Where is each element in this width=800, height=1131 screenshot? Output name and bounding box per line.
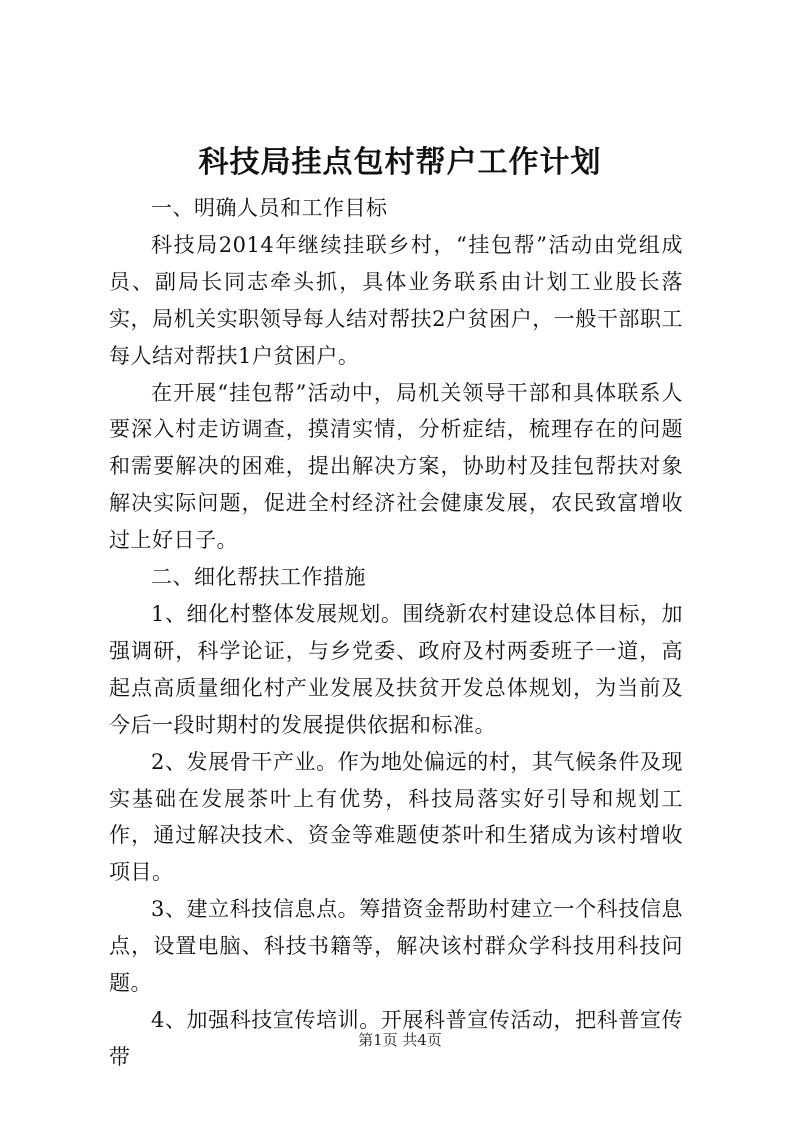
- page-footer: 第1页 共4页: [358, 1031, 442, 1049]
- document-title: 科技局挂点包村帮户工作计划: [198, 145, 602, 180]
- section-heading-1: 一、明确人员和工作目标: [151, 196, 388, 220]
- paragraph-4: 2、发展骨干产业。作为地处偏远的村，其气候条件及现实基础在发展茶叶上有优势，科技局落实好引导和规划工作，通过解决技术、资金等难题使茶叶和生猪成为该村增收项目。: [109, 749, 683, 885]
- paragraph-3: 1、细化村整体发展规划。围绕新农村建设总体目标，加强调研，科学论证，与乡党委、政府及村两委班子一道，高起点高质量细化村产业发展及扶贫开发总体规划，为当前及今后一段时期村的发展提供依据和标准。: [109, 601, 683, 737]
- paragraph-5: 3、建立科技信息点。筹措资金帮助村建立一个科技信息点，设置电脑、科技书籍等，解决该村群众学科技用科技问题。: [109, 897, 683, 996]
- paragraph-1: 科技局2014年继续挂联乡村，“挂包帮”活动由党组成员、副局长同志牵头抓，具体业务联系由计划工业股长落实，局机关实职领导每人结对帮扶2户贫困户，一般干部职工每人结对帮扶1户贫困户。: [109, 232, 683, 368]
- paragraph-2: 在开展“挂包帮”活动中，局机关领导干部和具体联系人要深入村走访调查，摸清实情，分析症结，梳理存在的问题和需要解决的困难，提出解决方案，协助村及挂包帮扶对象解决实际问题，促进全村经济社会健康发展，农民致富增收过上好日子。: [109, 380, 683, 553]
- document-body: [109, 190, 683, 1076]
- section-heading-2: 二、细化帮扶工作措施: [151, 565, 366, 590]
- paragraph-6: 4、加强科技宣传培训。开展科普宣传活动，把科普宣传带: [109, 1007, 683, 1069]
